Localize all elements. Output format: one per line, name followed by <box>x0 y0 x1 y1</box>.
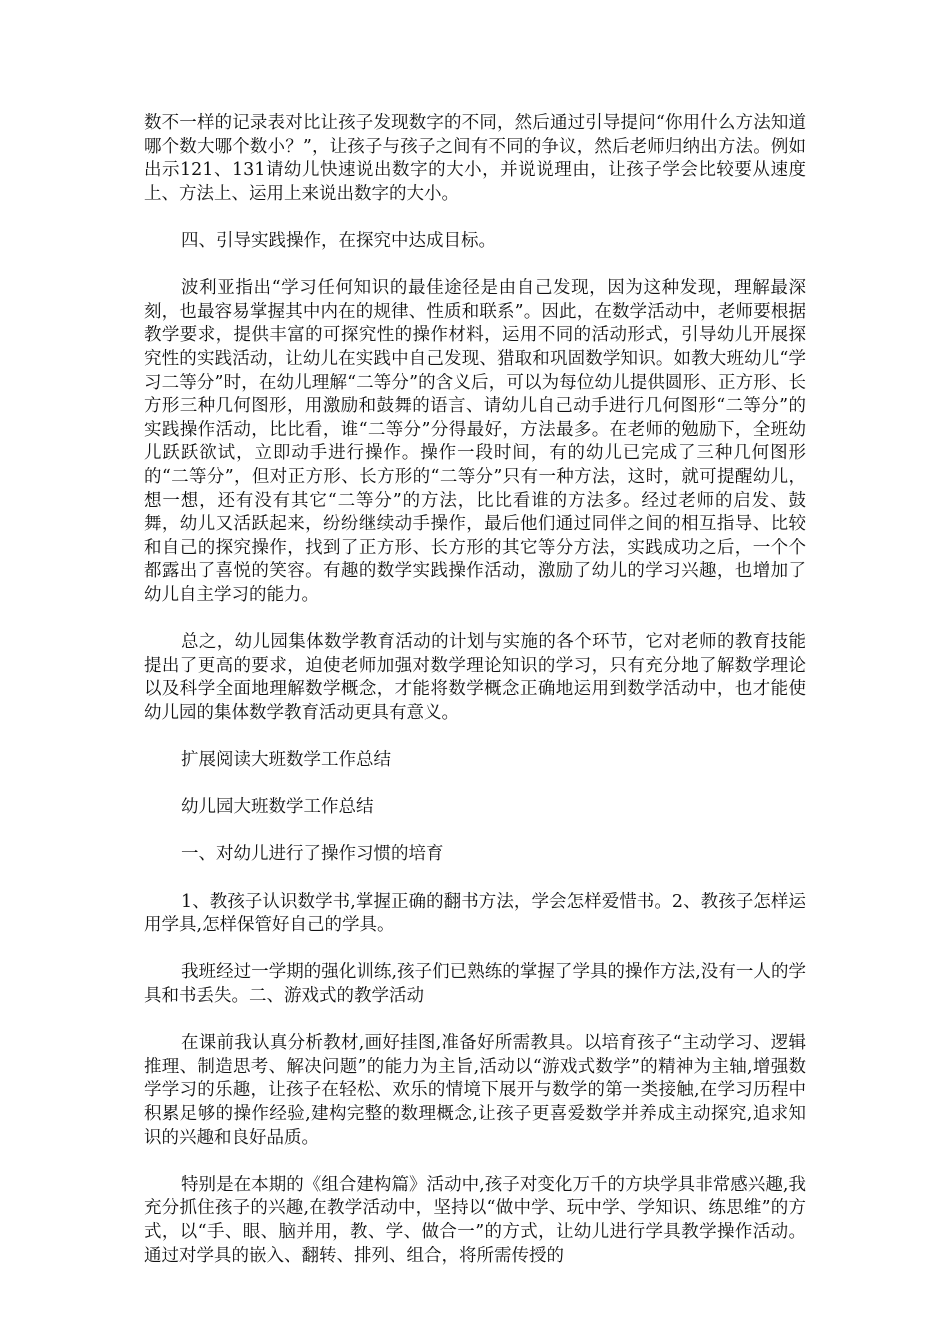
summary-title: 幼儿园大班数学工作总结 <box>181 797 374 818</box>
paragraph-continuation: 数不一样的记录表对比让孩子发现数字的不同，然后通过引导提问“你用什么方法知道哪个数大哪个数小？”，让孩子与孩子之间有不同的争议，然后老师归纳出方法。例如出示121、131请幼儿快速说出数字的大小，并说说理由，让孩子学会比较要从速度上、方法上、运用上来说出数字的大小。 <box>144 113 806 204</box>
extended-reading-heading: 扩展阅读大班数学工作总结 <box>181 750 391 771</box>
paragraph-lesson-prep: 在课前我认真分析教材,画好挂图,准备好所需教具。以培育孩子“主动学习、逻辑推理、制造思考、解决问题”的能力为主旨,活动以“游戏式数学”的精神为主轴,增强数学学习的乐趣，让孩子在轻松、欢乐的情境下展开与数学的第一类接触,在学习历程中积累足够的操作经验,建构完整的数理概念,让孩子更喜爱数学并养成主动探究,追求知识的兴趣和良好品质。 <box>144 1033 806 1148</box>
paragraph-conclusion: 总之，幼儿园集体数学教育活动的计划与实施的各个环节，它对老师的教育技能提出了更高的要求，迫使老师加强对数学理论知识的学习，只有充分地了解数学理论以及科学全面地理解数学概念，才能将数学概念正确地运用到数学活动中，也才能使幼儿园的集体数学教育活动更具有意义。 <box>144 632 806 723</box>
paragraph-book-habits: 1、教孩子认识数学书,掌握正确的翻书方法，学会怎样爱惜书。2、教孩子怎样运用学具,怎样保管好自己的学具。 <box>144 891 806 936</box>
paragraph-training: 我班经过一学期的强化训练,孩子们已熟练的掌握了学具的操作方法,没有一人的学具和书丢失。二、游戏式的教学活动 <box>144 962 806 1006</box>
document-body <box>144 112 806 1292</box>
paragraph-construction: 特别是在本期的《组合建构篇》活动中,孩子对变化万千的方块学具非常感兴趣,我充分抓住孩子的兴趣,在教学活动中，坚持以“做中学、玩中学、学知识、练思维”的方式，以“手、眼、脑并用，教、学、做合一”的方式，让幼儿进行学具教学操作活动。通过对学具的嵌入、翻转、排列、组合，将所需传授的 <box>144 1174 806 1266</box>
section-heading-four: 四、引导实践操作，在探究中达成目标。 <box>181 230 496 251</box>
paragraph-polya: 波利亚指出“学习任何知识的最佳途径是由自己发现，因为这种发现，理解最深刻，也最容易掌握其中内在的规律、性质和联系”。因此，在数学活动中，老师要根据教学要求，提供丰富的可探究性的操作材料，运用不同的活动形式，引导幼儿开展探究性的实践活动，让幼儿在实践中自己发现、猎取和巩固数学知识。如教大班幼儿“学习二等分”时，在幼儿理解“二等分”的含义后，可以为每位幼儿提供圆形、正方形、长方形三种几何图形，用激励和鼓舞的语言、请幼儿自己动手进行几何图形“二等分”的实践操作活动，比比看，谁“二等分”分得最好，方法最多。在老师的勉励下，全班幼儿跃跃欲试，立即动手进行操作。操作一段时间，有的幼儿已完成了三种几何图形的“二等分”，但对正方形、长方形的“二等分”只有一种方法，这时，就可提醒幼儿，想一想，还有没有其它“二等分”的方法，比比看谁的方法多。经过老师的启发、鼓舞，幼儿又活跃起来，纷纷继续动手操作，最后他们通过同伴之间的相互指导、比较和自己的探究操作，找到了正方形、长方形的其它等分方法，实践成功之后，一个个都露出了喜悦的笑容。有趣的数学实践操作活动，激励了幼儿的学习兴趣，也增加了幼儿自主学习的能力。 <box>144 278 806 605</box>
section-heading-one: 一、对幼儿进行了操作习惯的培育 <box>181 844 444 865</box>
